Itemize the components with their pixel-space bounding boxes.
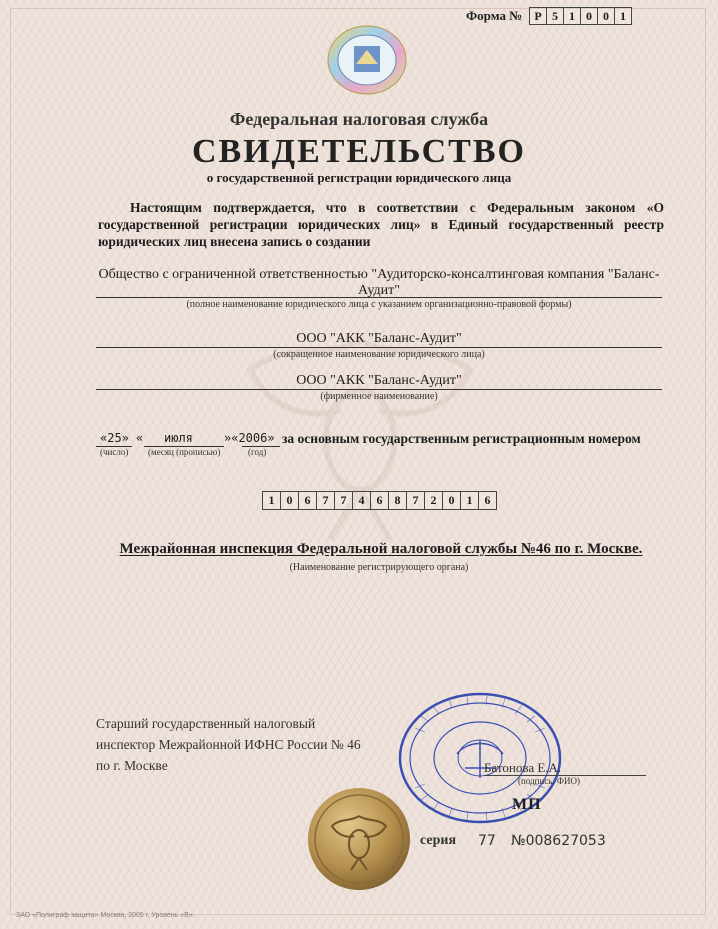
ogrn-digit: 8 xyxy=(388,491,407,510)
seal-place-mark: МП xyxy=(512,796,542,813)
form-code-box: 0 xyxy=(580,7,598,25)
ogrn-digit: 7 xyxy=(406,491,425,510)
day-caption: (число) xyxy=(100,447,129,457)
entity-brand-name: ООО "АКК "Баланс-Аудит" xyxy=(296,373,462,388)
ogrn-digit: 0 xyxy=(442,491,461,510)
date-year: »«2006» xyxy=(224,431,275,445)
signer-name: Батонова Е.А. xyxy=(484,760,562,775)
agency-name: Федеральная налоговая служба xyxy=(229,109,489,129)
ogrn-digit: 7 xyxy=(334,491,353,510)
short-name-caption: (сокращенное наименование юридического лица) xyxy=(273,349,485,360)
signer-title-line2: инспектор Межрайонной ИФНС России № 46 xyxy=(96,737,361,752)
short-name-underline xyxy=(96,347,662,348)
document-subtitle: о государственной регистрации юридического лица xyxy=(206,170,512,185)
number-value: 008627053 xyxy=(525,833,606,849)
ogrn-digit: 7 xyxy=(316,491,335,510)
form-code-box: Р xyxy=(529,7,547,25)
ogrn-digit: 6 xyxy=(370,491,389,510)
form-label: Форма № xyxy=(466,8,523,23)
ogrn-digit: 2 xyxy=(424,491,443,510)
entity-short-name: ООО "АКК "Баланс-Аудит" xyxy=(296,331,462,346)
series-label: серия xyxy=(420,833,457,848)
certificate-number xyxy=(511,833,606,849)
form-code-box: 1 xyxy=(614,7,632,25)
date-day: «25» xyxy=(100,431,129,445)
gold-seal-icon xyxy=(306,786,412,892)
printer-imprint: ЗАО «Полиграф защита» Москва, 2005 г. Уровень «В». xyxy=(16,912,195,919)
ogrn-boxes xyxy=(263,491,497,510)
entity-full-name: Общество с ограниченной ответственностью "Аудиторско-консалтинговая компания "Баланс-Аудит" xyxy=(98,267,660,298)
ogrn-digit: 1 xyxy=(460,491,479,510)
ogrn-digit: 6 xyxy=(298,491,317,510)
intro-paragraph: Настоящим подтверждается, что в соответствии с Федеральным законом «О государственной регистрации юридических лиц» в Единый государственный реестр юридических лиц внесена запись о создании xyxy=(98,200,664,249)
ogrn-digit: 0 xyxy=(280,491,299,510)
month-caption: (месяц (прописью) xyxy=(148,447,221,457)
number-sign: № xyxy=(511,833,526,849)
full-name-caption: (полное наименование юридического лица с указанием организационно-правовой формы) xyxy=(186,299,572,310)
form-code-box: 0 xyxy=(597,7,615,25)
ogrn-digit: 6 xyxy=(478,491,497,510)
date-month: июля xyxy=(164,431,193,445)
date-tail-text: за основным государственным регистрационным номером xyxy=(282,431,641,446)
year-caption: (год) xyxy=(248,447,267,457)
registering-authority: Межрайонная инспекция Федеральной налоговой службы №46 по г. Москве. xyxy=(119,541,643,557)
signer-title-line3: по г. Москве xyxy=(96,758,168,773)
ogrn-digit: 4 xyxy=(352,491,371,510)
hologram-emblem-icon xyxy=(326,24,408,96)
full-name-underline xyxy=(96,297,662,298)
form-code-box: 5 xyxy=(546,7,564,25)
form-code-box: 1 xyxy=(563,7,581,25)
date-month-open: « xyxy=(136,431,144,445)
authority-caption: (Наименование регистрирующего органа) xyxy=(289,562,469,573)
series-value: 77 xyxy=(478,833,496,849)
brand-name-underline xyxy=(96,389,662,390)
form-code-boxes xyxy=(530,7,632,25)
ogrn-digit: 1 xyxy=(262,491,281,510)
document-title: СВИДЕТЕЛЬСТВО xyxy=(192,133,526,170)
signer-title-line1: Старший государственный налоговый xyxy=(96,716,316,731)
brand-name-caption: (фирменное наименование) xyxy=(320,391,438,402)
signature-caption: (подпись, ФИО) xyxy=(518,776,580,786)
signer-block xyxy=(96,713,386,776)
